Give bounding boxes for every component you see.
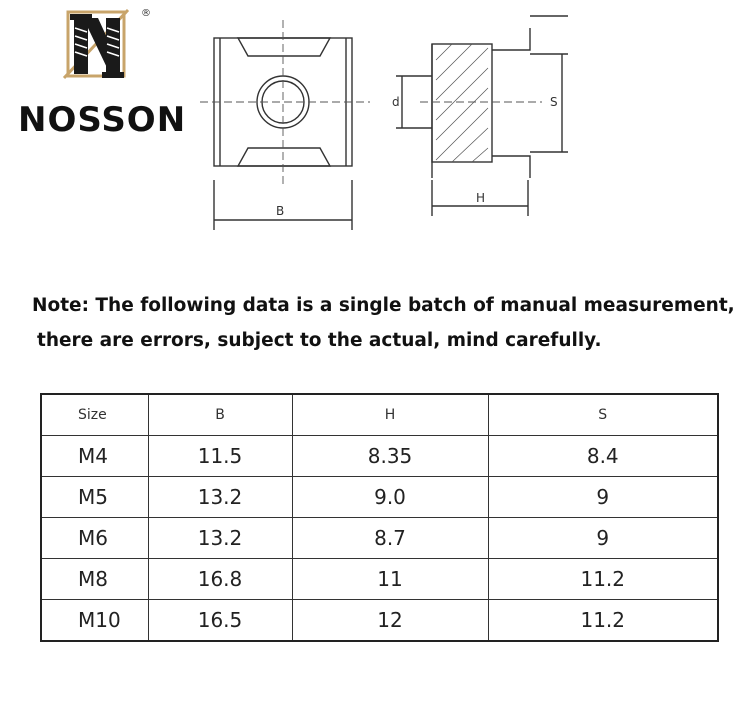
table-row xyxy=(41,477,718,518)
cell-b: 16.8 xyxy=(148,559,292,600)
cell-b: 13.2 xyxy=(148,518,292,559)
table-row xyxy=(41,518,718,559)
cell-b: 11.5 xyxy=(148,436,292,477)
cell-s: 11.2 xyxy=(488,600,718,642)
side-view-body xyxy=(432,44,492,162)
note-line-1: Note: The following data is a single batch of manual measurement, xyxy=(32,295,735,316)
cell-size: M8 xyxy=(41,559,148,600)
table-row xyxy=(41,559,718,600)
cell-size: M4 xyxy=(41,436,148,477)
note-line-2: there are errors, subject to the actual, mind carefully. xyxy=(37,330,602,351)
brand-name: NOSSON xyxy=(18,100,187,140)
dimension-h-label: H xyxy=(476,191,486,205)
cell-s: 8.4 xyxy=(488,436,718,477)
dimension-s-label: S xyxy=(550,95,558,109)
table-row xyxy=(41,436,718,477)
cell-size: M10 xyxy=(41,600,148,642)
cell-s: 9 xyxy=(488,477,718,518)
cell-h: 8.7 xyxy=(292,518,488,559)
header-size: Size xyxy=(41,394,148,436)
cell-s: 11.2 xyxy=(488,559,718,600)
cell-h: 11 xyxy=(292,559,488,600)
cell-h: 12 xyxy=(292,600,488,642)
cell-size: M6 xyxy=(41,518,148,559)
size-specification-table xyxy=(40,393,719,642)
cell-h: 9.0 xyxy=(292,477,488,518)
table-header-row xyxy=(41,394,718,436)
measurement-note xyxy=(32,288,735,358)
table-row xyxy=(41,600,718,642)
brand-logo xyxy=(8,6,190,140)
cell-size: M5 xyxy=(41,477,148,518)
cell-b: 13.2 xyxy=(148,477,292,518)
header-s: S xyxy=(488,394,718,436)
dimension-d-label: d xyxy=(392,95,400,109)
header-b: B xyxy=(148,394,292,436)
cell-h: 8.35 xyxy=(292,436,488,477)
header-h: H xyxy=(292,394,488,436)
technical-drawing xyxy=(180,10,570,240)
cell-b: 16.5 xyxy=(148,600,292,642)
registered-mark: ® xyxy=(141,8,151,19)
dimension-b-label: B xyxy=(276,204,285,218)
cell-s: 9 xyxy=(488,518,718,559)
brand-logo-mark xyxy=(8,6,190,100)
